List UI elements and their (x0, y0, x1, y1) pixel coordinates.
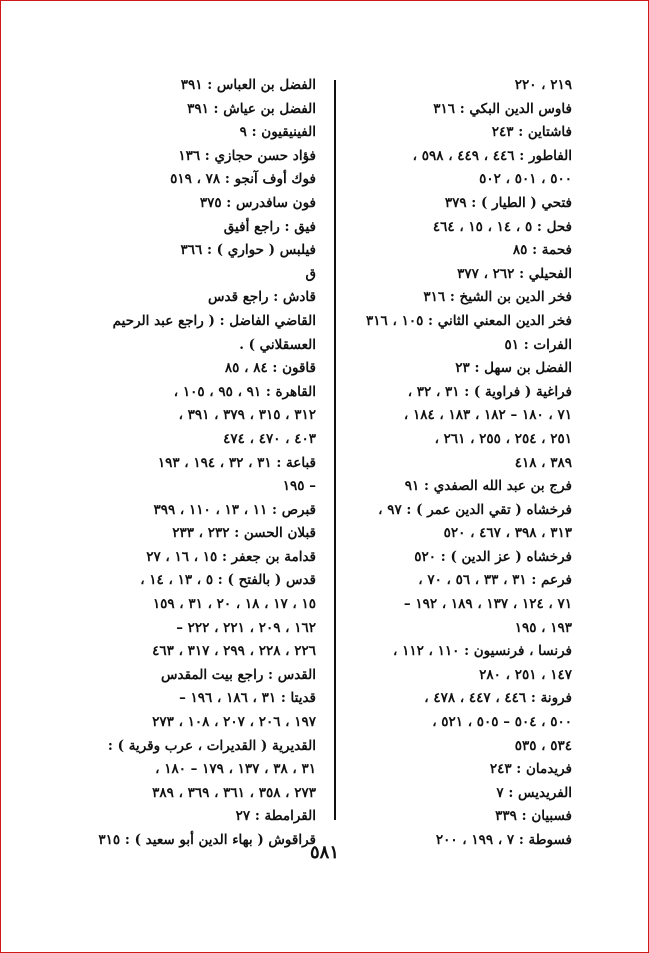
index-entry-line: فتحي ( الطيار ) : ٣٧٩ (444, 194, 572, 211)
index-entry-line: ٣١ ، ٣٨ ، ١٣٧ ، ١٧٩ – ١٨٠ ، (155, 761, 316, 778)
index-entry-line: القاضي الفاضل : ( راجع عبد الرحيم (112, 312, 316, 329)
index-entry-line: قديتا : ٣١ ، ١٨٦ ، ١٩٦ – (179, 690, 316, 707)
index-entry-line: فرخشاه ( عز الدين ) : ٥٢٠ (414, 548, 572, 565)
index-entry-line: قبرص : ١١ ، ١٣ ، ١١٠ ، ٣٩٩ (153, 501, 316, 518)
index-entry-line: فسوطة : ٧ ، ١٩٩ ، ٢٠٠ (435, 832, 572, 848)
index-entry-line: القرامطة : ٢٧ (235, 808, 316, 825)
index-entry-line: ٢١٩ ، ٢٢٠ (514, 77, 572, 93)
index-entry-line: الفضل بن عياش : ٣٩١ (187, 100, 316, 117)
index-entry-line: ٢٢٦ ، ٢٢٨ ، ٢٩٩ ، ٣١٧ ، ٤٦٣ (152, 643, 316, 660)
index-entry-line: الفرات : ٥١ (504, 336, 572, 353)
index-entry-line: ١٩٣ ، ١٩٥ (514, 619, 572, 636)
index-entry-line: فوك أوف آنجو : ٧٨ ، ٥١٩ (170, 171, 316, 188)
index-entry-line: فحمة : ٨٥ (512, 242, 572, 259)
index-entry-line: العسقلاني ) . (239, 336, 316, 353)
index-entry-line: فؤاد حسن حجازي : ١٣٦ (178, 147, 316, 164)
index-entry-line: فريدمان : ٢٤٣ (489, 761, 572, 778)
index-entry-line: فخر الدين بن الشيخ : ٣١٦ (423, 289, 572, 306)
index-entry-line: ٧١ ، ١٨٠ – ١٨٢ ، ١٨٣ ، ١٨٤ ، (403, 407, 572, 424)
index-entry-line: ٥٠٠ ، ٥٠٤ – ٥٠٥ ، ٥٢١ ، (432, 714, 572, 731)
index-entry-line: ٣١٢ ، ٣١٥ ، ٣٧٩ ، ٣٩١ ، (178, 407, 316, 424)
index-entry-line: ٥٣٤ ، ٥٣٥ (514, 737, 572, 754)
index-entry-line: فرعم : ٣١ ، ٣٣ ، ٥٦ ، ٧٠ ، (418, 572, 572, 589)
index-entry-line: فاشتاين : ٢٤٣ (491, 124, 572, 141)
index-column-right (344, 74, 572, 853)
index-entry-line: قادش : راجع قدس (208, 289, 316, 306)
index-entry-line: فرخشاه ( تقي الدين عمر ) : ٩٧ ، (378, 501, 572, 518)
index-entry-line: القاهرة : ٩١ ، ٩٥ ، ١٠٥ ، (173, 383, 316, 400)
index-entry-line: – ١٩٥ (282, 478, 316, 495)
index-entry-line: الفينيقيون : ٩ (239, 124, 316, 141)
index-entry-line: قاقون : ٨٤ ، ٨٥ (224, 360, 316, 377)
index-entry-line: قدس ( بالفتح ) : ٥ ، ١٣ ، ١٤ ، (140, 572, 316, 589)
index-entry-line: فيق : راجع أفيق (223, 218, 316, 235)
index-entry-line: ٧١ ، ١٢٤ ، ١٣٧ ، ١٨٩ ، ١٩٢ – (403, 596, 572, 613)
index-entry-line: ١٩٧ ، ٢٠٦ ، ٢٠٧ ، ١٠٨ ، ٢٧٣ (152, 714, 316, 731)
index-entry-line: فاوس الدين البكي : ٣١٦ (433, 100, 572, 117)
index-entry-line: فحل : ٥ ، ١٤ ، ١٥ ، ٤٦٤ (432, 218, 572, 235)
index-entry-line: ٣١٣ ، ٣٩٨ ، ٤٦٧ ، ٥٢٠ (443, 525, 572, 542)
index-entry-line: ١٤٧ ، ٢٥١ ، ٢٨٠ (479, 666, 572, 683)
index-entry-line: فيلبس ( حواري ) : ٣٦٦ (180, 242, 316, 259)
index-entry-line: الفضل بن سهل : ٢٣ (455, 360, 572, 377)
index-entry-line: الفريديس : ٧ (496, 784, 572, 801)
index-entry-line: قدامة بن جعفر : ١٥ ، ١٦ ، ٢٧ (146, 548, 316, 565)
index-entry-line: ق (305, 265, 316, 282)
page-number: ٥٨١ (309, 842, 339, 863)
index-entry-line: الفضل بن العباس : ٣٩١ (180, 77, 316, 93)
index-entry-line: ٤٠٣ ، ٤٧٠ ، ٤٧٤ (223, 430, 316, 447)
index-entry-line: ٣٨٩ ، ٤١٨ (514, 454, 572, 471)
index-entry-line: فسبيان : ٣٣٩ (495, 808, 572, 825)
index-entry-line: قباعة : ٣١ ، ٣٢ ، ١٩٤ ، ١٩٣ (157, 454, 316, 471)
index-entry-line: ١٥ ، ١٧ ، ١٨ ، ٢٠ ، ٣١ ، ١٥٩ (152, 596, 316, 613)
index-entry-line: ٥٠٠ ، ٥٠١ ، ٥٠٢ (479, 171, 572, 188)
index-entry-line: قراقوش ( بهاء الدين أبو سعيد ) : ٣١٥ (98, 832, 316, 848)
index-column-left (94, 74, 316, 853)
index-entry-line: فرنسا ، فرنسيون : ١١٠ ، ١١٢ ، (393, 643, 572, 660)
index-entry-line: القديرية ( القديرات ، عرب وقرية ) : (107, 737, 316, 754)
index-entry-line: فون سافدرس : ٣٧٥ (199, 194, 316, 211)
index-entry-line: فرونة : ٤٤٦ ، ٤٤٧ ، ٤٧٨ ، (424, 690, 572, 707)
index-entry-line: ٢٧٣ ، ٣٥٨ ، ٣٦١ ، ٣٦٩ ، ٣٨٩ (152, 784, 316, 801)
column-divider (334, 80, 336, 820)
index-entry-line: قبلان الحسن : ٢٣٢ ، ٢٣٣ (172, 525, 316, 542)
index-entry-line: فراغية ( فراوية ) : ٣١ ، ٣٢ ، (407, 383, 572, 400)
index-entry-line: ١٦٢ ، ٢٠٩ ، ٢٢١ ، ٢٢٢ – (176, 619, 316, 636)
index-entry-line: القدس : راجع بيت المقدس (161, 666, 316, 683)
index-entry-line: الفاطور : ٤٤٦ ، ٤٤٩ ، ٥٩٨ ، (412, 147, 572, 164)
index-entry-line: فخر الدين المعني الثاني : ١٠٥ ، ٣١٦ (366, 312, 572, 329)
index-entry-line: ٢٥١ ، ٢٥٤ ، ٢٥٥ ، ٢٦١ ، (434, 430, 572, 447)
index-entry-line: الفحيلي : ٢٦٢ ، ٣٧٧ (457, 265, 572, 282)
index-entry-line: فرج بن عبد الله الصفدي : ٩١ (404, 478, 572, 495)
